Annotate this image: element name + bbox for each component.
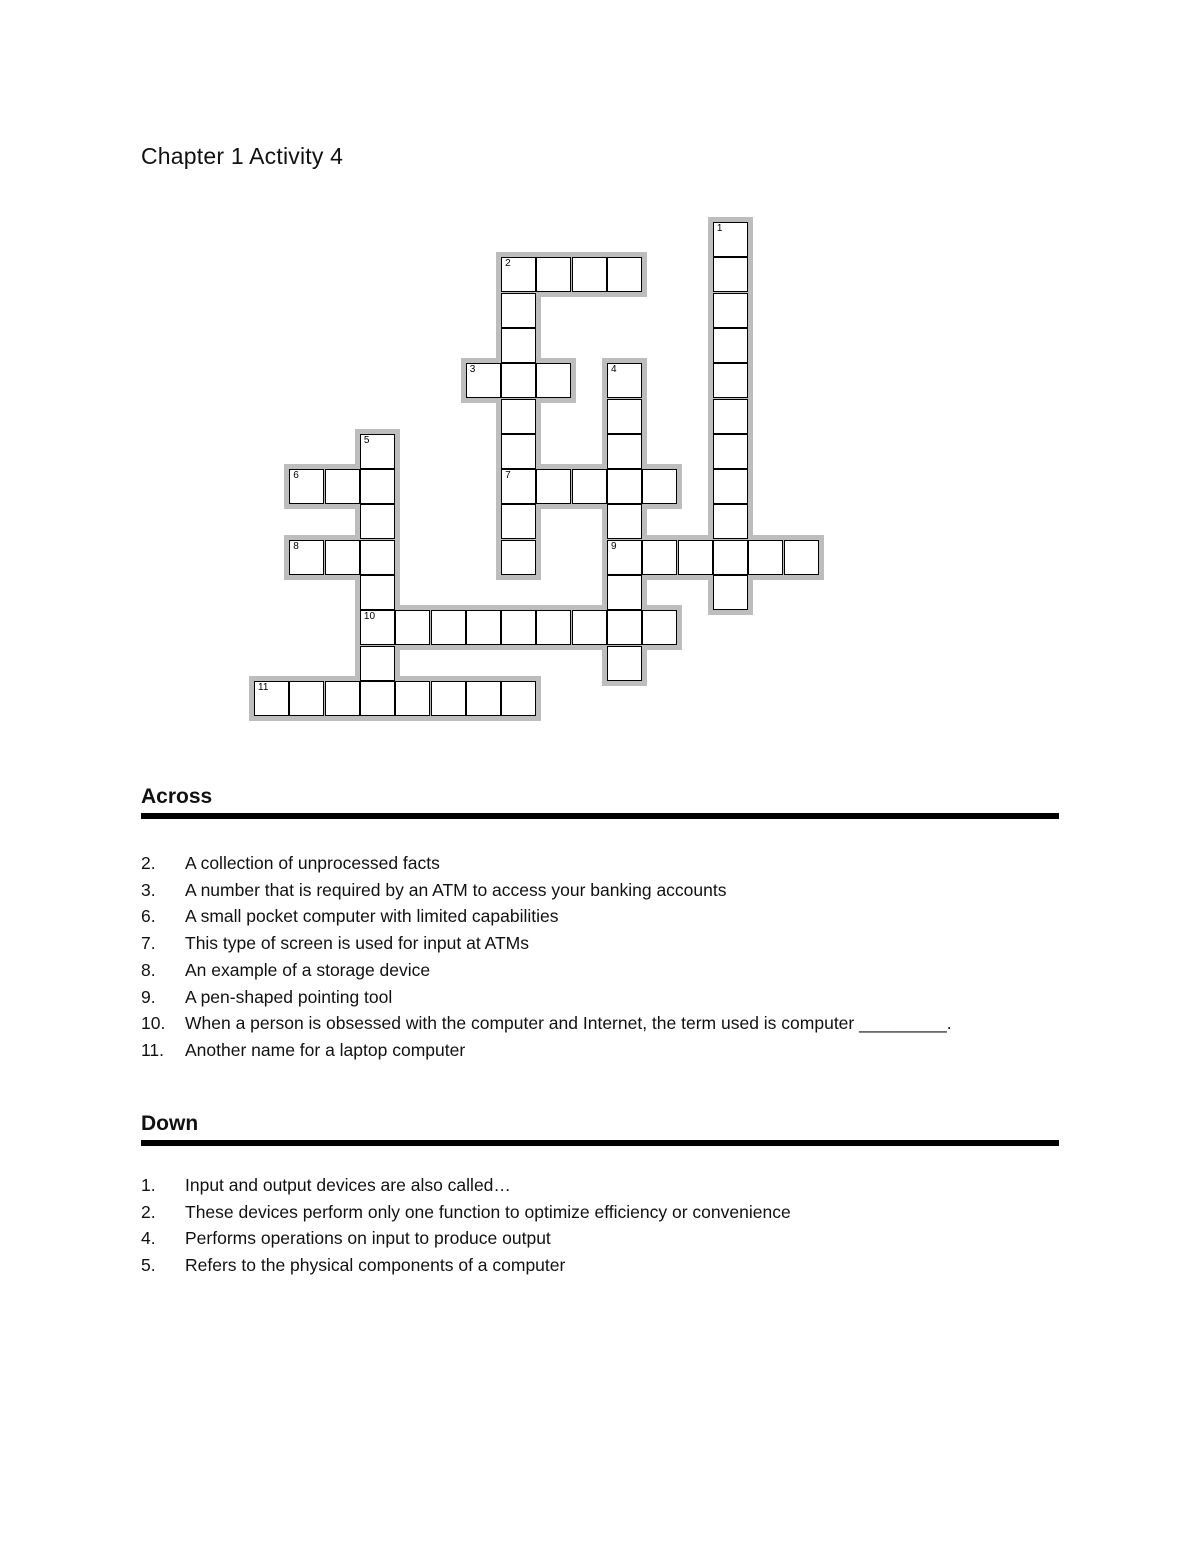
crossword-cell[interactable] (713, 399, 748, 434)
crossword-cell[interactable] (536, 469, 571, 504)
crossword-cell[interactable] (501, 469, 536, 504)
down-clue (141, 1172, 1059, 1199)
crossword-cell[interactable] (360, 504, 395, 539)
clue-number: 11. (141, 1039, 165, 1060)
crossword-cell[interactable] (713, 469, 748, 504)
clue-text: This type of screen is used for input at ATMs (185, 933, 529, 954)
cell-clue-number: 8 (293, 540, 299, 552)
crossword-cell[interactable] (501, 504, 536, 539)
crossword-cell[interactable] (501, 293, 536, 328)
clue-number: 7. (141, 933, 156, 954)
across-clue (141, 957, 1059, 984)
crossword-cell[interactable] (607, 610, 642, 645)
down-heading: Down (141, 1112, 199, 1135)
cell-clue-number: 11 (258, 681, 269, 693)
clue-text: These devices perform only one function to optimize efficiency or convenience (185, 1201, 791, 1222)
across-clue (141, 984, 1059, 1011)
clue-number: 5. (141, 1255, 156, 1276)
crossword-cell[interactable] (713, 504, 748, 539)
crossword-cell[interactable] (325, 681, 360, 716)
crossword-cell[interactable] (748, 540, 783, 575)
crossword-cell[interactable] (395, 681, 430, 716)
across-clue (141, 877, 1059, 904)
crossword-cell[interactable] (360, 469, 395, 504)
crossword-cell[interactable] (572, 257, 607, 292)
clue-text: A number that is required by an ATM to access your banking accounts (185, 879, 727, 900)
crossword-cell[interactable] (395, 610, 430, 645)
crossword-cell[interactable] (607, 504, 642, 539)
crossword-cell[interactable] (466, 363, 501, 398)
crossword-cell[interactable] (607, 646, 642, 681)
crossword-cell[interactable] (607, 540, 642, 575)
crossword-cell[interactable] (431, 681, 466, 716)
crossword-cell[interactable] (501, 610, 536, 645)
crossword-cell[interactable] (642, 540, 677, 575)
clue-number: 4. (141, 1228, 156, 1249)
crossword-cell[interactable] (289, 469, 324, 504)
crossword-cell[interactable] (501, 434, 536, 469)
crossword-cell[interactable] (501, 399, 536, 434)
crossword-cell[interactable] (325, 469, 360, 504)
clue-text: A small pocket computer with limited capabilities (185, 906, 559, 927)
across-clue-list (141, 850, 1059, 1064)
clue-text: When a person is obsessed with the computer and Internet, the term used is computer _________. (185, 1013, 952, 1034)
clue-text: Refers to the physical components of a computer (185, 1255, 566, 1276)
crossword-cell[interactable] (254, 681, 289, 716)
crossword-cell[interactable] (607, 575, 642, 610)
crossword-cell[interactable] (536, 363, 571, 398)
clue-number: 8. (141, 959, 156, 980)
crossword-cell[interactable] (360, 610, 395, 645)
crossword-cell[interactable] (536, 257, 571, 292)
crossword-cell[interactable] (713, 540, 748, 575)
page-title: Chapter 1 Activity 4 (141, 143, 344, 169)
across-heading: Across (141, 785, 213, 808)
clue-number: 3. (141, 879, 156, 900)
down-clue (141, 1225, 1059, 1252)
crossword-cell[interactable] (501, 328, 536, 363)
crossword-cell[interactable] (713, 222, 748, 257)
across-clue (141, 903, 1059, 930)
crossword-cell[interactable] (325, 540, 360, 575)
crossword-cell[interactable] (360, 434, 395, 469)
crossword-cell[interactable] (642, 610, 677, 645)
crossword-cell[interactable] (607, 434, 642, 469)
crossword-cell[interactable] (713, 434, 748, 469)
crossword-cell[interactable] (607, 257, 642, 292)
across-clue (141, 1010, 1059, 1037)
down-divider (141, 1140, 1059, 1146)
crossword-cell[interactable] (289, 681, 324, 716)
clue-number: 1. (141, 1175, 156, 1195)
across-clue (141, 1037, 1059, 1064)
crossword-cell[interactable] (501, 681, 536, 716)
cell-clue-number: 10 (363, 611, 376, 623)
clue-number: 6. (141, 906, 156, 927)
clue-text: Performs operations on input to produce output (185, 1228, 551, 1249)
cell-clue-number: 7 (505, 470, 511, 482)
clue-text: A pen-shaped pointing tool (185, 986, 393, 1007)
crossword-cell[interactable] (360, 575, 395, 610)
cell-clue-number: 5 (363, 434, 370, 446)
crossword-cell[interactable] (713, 293, 748, 328)
clue-text: Another name for a laptop computer (185, 1039, 466, 1060)
cell-clue-number: 6 (293, 470, 299, 482)
crossword-cell[interactable] (607, 399, 642, 434)
crossword-cell[interactable] (572, 610, 607, 645)
crossword-cell[interactable] (713, 575, 748, 610)
crossword-cell[interactable] (572, 469, 607, 504)
down-clue-list (141, 1172, 1059, 1279)
crossword-cell[interactable] (536, 610, 571, 645)
clue-text: Input and output devices are also called… (185, 1175, 511, 1195)
clue-text: A collection of unprocessed facts (185, 853, 440, 873)
cell-clue-number: 4 (611, 364, 617, 376)
crossword-cell[interactable] (501, 257, 536, 292)
across-clue (141, 930, 1059, 957)
crossword-cell[interactable] (289, 540, 324, 575)
crossword-cell[interactable] (360, 646, 395, 681)
crossword-cell[interactable] (713, 328, 748, 363)
clue-number: 2. (141, 853, 156, 873)
across-clue (141, 850, 1059, 877)
crossword-cell[interactable] (431, 610, 466, 645)
crossword-cell[interactable] (784, 540, 819, 575)
down-clue (141, 1252, 1059, 1279)
cell-clue-number: 1 (716, 223, 723, 234)
crossword-cell[interactable] (360, 681, 395, 716)
clue-text: An example of a storage device (185, 959, 431, 980)
cell-clue-number: 2 (505, 258, 511, 270)
crossword-cell[interactable] (501, 363, 536, 398)
crossword-grid (0, 0, 1200, 760)
crossword-cell[interactable] (713, 363, 748, 398)
crossword-cell[interactable] (678, 540, 713, 575)
clue-number: 10. (141, 1013, 166, 1034)
down-clue (141, 1199, 1059, 1226)
crossword-cell[interactable] (607, 469, 642, 504)
crossword-cell[interactable] (642, 469, 677, 504)
crossword-cell[interactable] (466, 681, 501, 716)
cell-clue-number: 3 (469, 364, 476, 376)
clue-number: 2. (141, 1201, 156, 1222)
crossword-cell[interactable] (713, 257, 748, 292)
crossword-cell[interactable] (466, 610, 501, 645)
crossword-cell[interactable] (360, 540, 395, 575)
across-divider (141, 813, 1059, 819)
cell-clue-number: 9 (611, 540, 617, 552)
crossword-cell[interactable] (501, 540, 536, 575)
clue-number: 9. (141, 986, 156, 1007)
crossword-cell[interactable] (607, 363, 642, 398)
